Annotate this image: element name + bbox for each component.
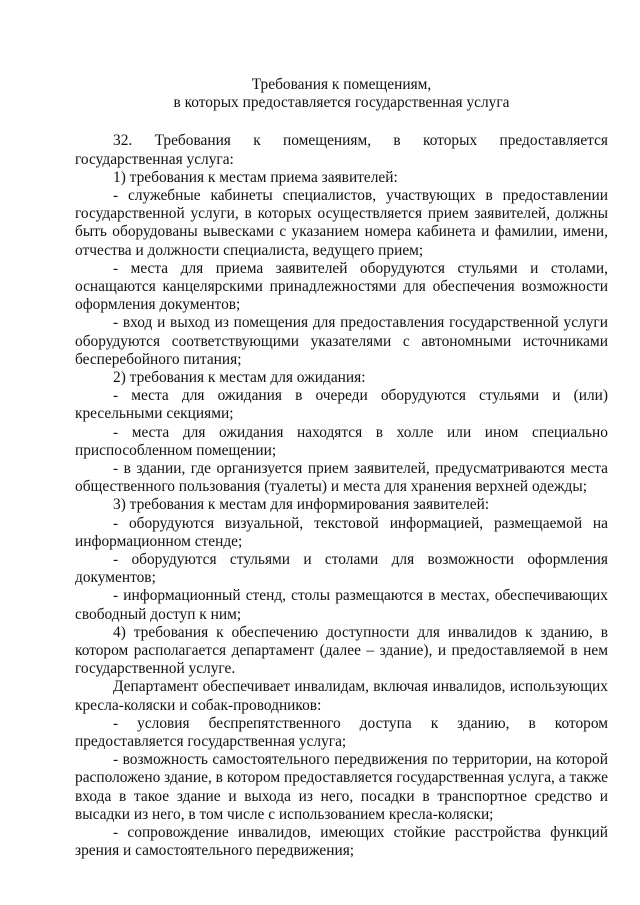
paragraph-accessibility-requirements: 4) требования к обеспечению доступности для инвалидов к зданию, в котором располагается департамент (далее – здание), и предоставляемой в нем государственной услуге.	[75, 623, 608, 678]
paragraph-public-facilities: - в здании, где организуется прием заявителей, предусматриваются места общественного пользования (туалеты) и места для хранения верхней одежды;	[75, 460, 608, 496]
paragraph-barrier-free-access: - условия беспрепятственного доступа к зданию, в котором предоставляется государственная услуга;	[75, 714, 608, 751]
paragraph-reception-furniture: - места для приема заявителей оборудуются стульями и столами, оснащаются канцелярскими принадлежностями для обеспечения возможности оформления документов;	[75, 259, 608, 314]
paragraph-department-provides: Департамент обеспечивает инвалидам, включая инвалидов, использующих кресла-коляски и собак-проводников:	[75, 678, 608, 714]
paragraph-offices-signage: - служебные кабинеты специалистов, участвующих в предоставлении государственной услуги, в которых осуществляется прием заявителей, должны быть оборудованы вывесками с указанием номера кабинета и фамилии, имени, отчества и должности специалиста, ведущего прием;	[75, 186, 608, 259]
section-title	[75, 76, 608, 112]
paragraph-info-furniture: - оборудуются стульями и столами для возможности оформления документов;	[75, 551, 608, 587]
paragraph-escort-disabled: - сопровождение инвалидов, имеющих стойкие расстройства функций зрения и самостоятельного передвижения;	[75, 824, 608, 860]
document-page	[75, 76, 608, 861]
paragraph-reception-requirements: 1) требования к местам приема заявителей:	[113, 168, 398, 186]
paragraph-information-requirements: 3) требования к местам для информирования заявителей:	[113, 496, 490, 514]
paragraph-info-stand: - оборудуются визуальной, текстовой информацией, размещаемой на информационном стенде;	[75, 514, 608, 550]
paragraph-stand-access: - информационный стенд, столы размещаются в местах, обеспечивающих свободный доступ к ним;	[75, 587, 608, 623]
title-line-2: в которых предоставляется государственная услуга	[173, 94, 510, 112]
paragraph-waiting-chairs: - места для ожидания в очереди оборудуются стульями и (или) кресельными секциями;	[75, 387, 608, 423]
paragraph-waiting-hall: - места для ожидания находятся в холле или ином специально приспособленном помещении;	[75, 423, 608, 459]
document-body	[75, 132, 608, 860]
title-line-1: Требования к помещениям,	[251, 76, 432, 93]
paragraph-32-intro: 32. Требования к помещениям, в которых предоставляется государственная услуга:	[75, 132, 608, 168]
paragraph-waiting-requirements: 2) требования к местам для ожидания:	[113, 369, 366, 387]
paragraph-independent-movement: - возможность самостоятельного передвижения по территории, на которой расположено здание, в котором предоставляется государственная услуга, а также входа в такое здание и выхода из него, посадки в транспортное средство и высадки из него, в том числе с использованием кресла-коляски;	[75, 751, 608, 823]
paragraph-entrance-exit-signs: - вход и выход из помещения для предоставления государственной услуги оборудуются соответствующими указателями с автономными источниками бесперебойного питания;	[75, 314, 608, 368]
